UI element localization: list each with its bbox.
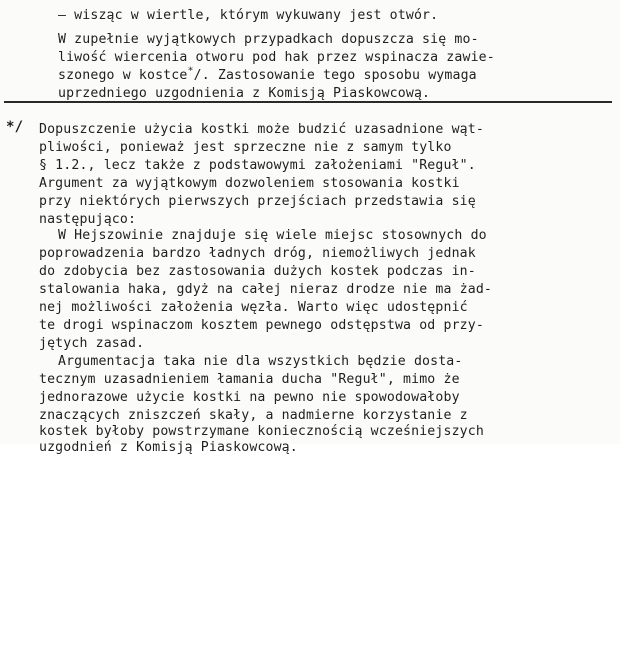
text-line: przy niektórych pierwszych przejściach przedstawia się (39, 194, 476, 209)
text-line: stalowania haka, gdyż na całej nieraz drodze nie ma żad- (39, 282, 493, 297)
text-line: kostek byłoby powstrzymane koniecznością wcześniejszych (39, 424, 484, 439)
text-line: Dopuszczenie użycia kostki może budzić uzasadnione wąt- (39, 122, 484, 137)
text-span: /. Zastosowanie tego sposobu wymaga (193, 68, 477, 83)
text-line: uzgodnień z Komisją Piaskowcową. (39, 440, 298, 455)
text-line: nej możliwości założenia węzła. Warto więc udostępnić (39, 300, 468, 315)
text-line: jednorazowe użycie kostki na pewno nie spowodowałoby (39, 390, 460, 405)
text-line: W Hejszowinie znajduje się wiele miejsc stosownych do (58, 228, 487, 243)
footnote-reference: * (187, 65, 194, 77)
text-line: – wisząc w wiertle, którym wykuwany jest otwór. (58, 8, 439, 23)
footnote-marker: */ (6, 119, 24, 135)
text-line: Argumentacja taka nie dla wszystkich będzie dosta- (58, 354, 463, 369)
text-line: jętych zasad. (39, 336, 145, 351)
text-line: Argument za wyjątkowym dozwoleniem stosowania kostki (39, 176, 460, 191)
footnote-separator (4, 101, 612, 103)
text-line: liwość wiercenia otworu pod hak przez wspinacza zawie- (58, 50, 495, 65)
text-span: szonego w kostce (58, 68, 188, 83)
text-line (58, 66, 477, 85)
text-line: następująco: (39, 212, 137, 227)
text-line: znaczących zniszczeń skały, a nadmierne korzystanie z (39, 408, 468, 423)
text-line: do zdobycia bez zastosowania dużych kostek podczas in- (39, 264, 476, 279)
text-line: te drogi wspinaczom kosztem pewnego odstępstwa od przy- (39, 318, 484, 333)
text-line: W zupełnie wyjątkowych przypadkach dopuszcza się mo- (58, 32, 479, 47)
text-line: poprowadzenia bardzo ładnych dróg, niemożliwych jednak (39, 246, 476, 261)
text-line: uprzedniego uzgodnienia z Komisją Piaskowcową. (58, 86, 431, 101)
text-line: § 1.2., lecz także z podstawowymi założeniami "Reguł". (39, 158, 476, 173)
text-line: pliwości, ponieważ jest sprzeczne nie z samym tylko (39, 140, 452, 155)
text-line: tecznym uzasadnieniem łamania ducha "Reguł", mimo że (39, 372, 460, 387)
